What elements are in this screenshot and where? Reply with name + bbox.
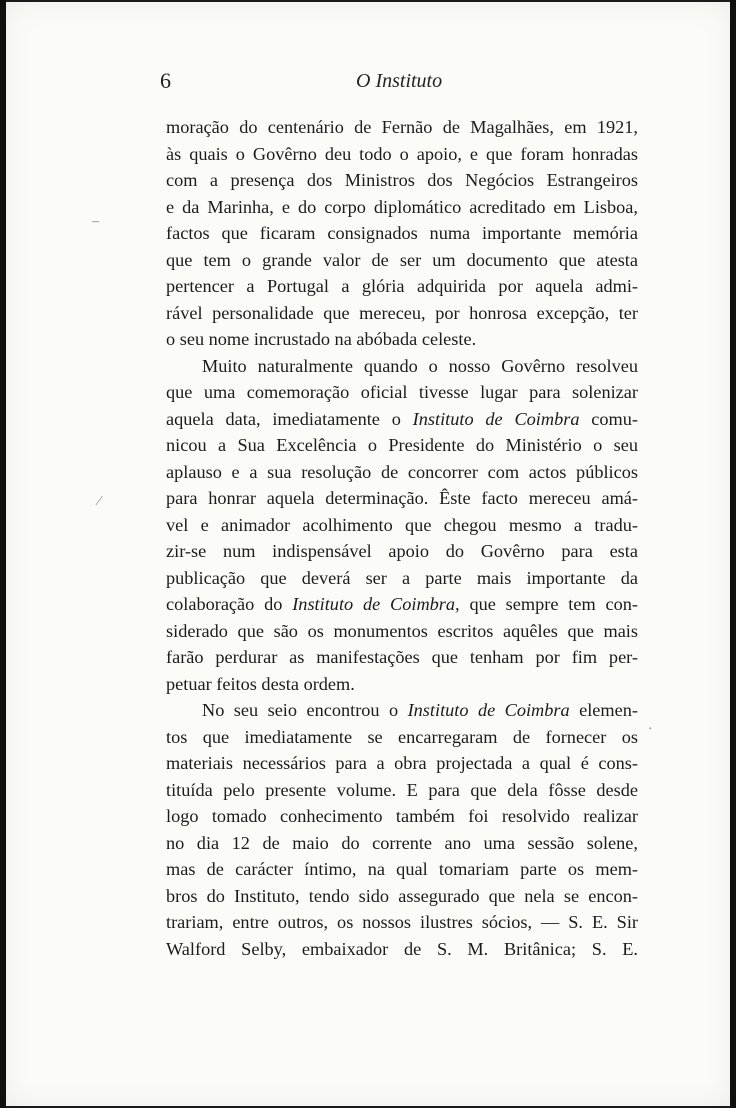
text-line: tituída pelo presente volume. E para que dela fôsse desde [166, 779, 638, 800]
text-line: Walford Selby, embaixador de S. M. Britânica; S. E. [166, 938, 638, 959]
text-line: siderado que são os monumentos escritos aquêles que mais [166, 620, 638, 641]
running-title: O Instituto [356, 70, 443, 92]
margin-mark: – [92, 214, 99, 229]
body-text [166, 114, 638, 962]
text-line: bros do Instituto, tendo sido assegurado que nela se encon- [166, 885, 638, 906]
text-line: Muito naturalmente quando o nosso Govêrno resolveu [202, 355, 638, 376]
text-line: No seu seio encontrou o Instituto de Coimbra elemen- [202, 700, 638, 720]
text-line: nicou a Sua Excelência o Presidente do Ministério o seu [166, 435, 638, 455]
page-number: 6 [160, 68, 171, 93]
paragraph-1 [166, 114, 638, 353]
page-header [160, 68, 640, 98]
text-line: aquela data, imediatamente o Instituto de Coimbra comu- [166, 408, 638, 429]
text-line: pertencer a Portugal a glória adquirida por aquela admi- [166, 276, 638, 296]
italic-title: Instituto de Coimbra, [292, 594, 460, 614]
text-line: que uma comemoração oficial tivesse lugar para solenizar [166, 382, 638, 402]
italic-title: Instituto de Coimbra [407, 700, 570, 720]
text-line: zir-se num indispensável apoio do Govêrno para esta [166, 541, 638, 561]
text-line: colaboração do Instituto de Coimbra, que sempre tem con- [166, 594, 638, 614]
italic-title: Instituto de Coimbra [412, 408, 580, 429]
text-line: para honrar aquela determinação. Êste facto mereceu amá- [166, 488, 638, 508]
text-line: que tem o grande valor de ser um documento que atesta [166, 249, 638, 270]
text-line: rável personalidade que mereceu, por honrosa excepção, ter [166, 302, 638, 323]
text-line: materiais necessários para a obra projectada a qual é cons- [166, 753, 638, 773]
text-line: farão perdurar as manifestações que tenham por fim per- [166, 647, 638, 667]
text-line: às quais o Govêrno deu todo o apoio, e que foram honradas [166, 143, 638, 164]
text-line: trariam, entre outros, os nossos ilustres sócios, — S. E. Sir [166, 912, 638, 932]
text-line: com a presença dos Ministros dos Negócios Estrangeiros [166, 170, 638, 190]
text-line: no dia 12 de maio do corrente ano uma sessão solene, [166, 832, 638, 853]
paragraph-2 [166, 353, 638, 698]
scan-border-right [730, 0, 736, 1108]
margin-mark: ⁄ [98, 494, 101, 509]
text-line: aplauso e a sua resolução de concorrer com actos públicos [166, 461, 638, 482]
text-line: mas de carácter íntimo, na qual tomariam parte os mem- [166, 859, 638, 879]
text-line: logo tomado conhecimento também foi resolvido realizar [166, 806, 638, 826]
text-line: petuar feitos desta ordem. [166, 673, 355, 694]
text-line: factos que ficaram consignados numa importante memória [166, 223, 638, 243]
text-line: e da Marinha, e do corpo diplomático acreditado em Lisboa, [166, 196, 638, 217]
text-line: o seu nome incrustado na abóbada celeste. [166, 329, 477, 349]
text-line: vel e animador acolhimento que chegou mesmo a tradu- [166, 514, 638, 535]
paragraph-3 [166, 697, 638, 962]
text-line: tos que imediatamente se encarregaram de fornecer os [166, 726, 638, 747]
text-line: publicação que deverá ser a parte mais importante da [166, 567, 638, 588]
text-line: moração do centenário de Fernão de Magalhães, em 1921, [166, 117, 638, 137]
margin-mark: · [648, 722, 653, 737]
